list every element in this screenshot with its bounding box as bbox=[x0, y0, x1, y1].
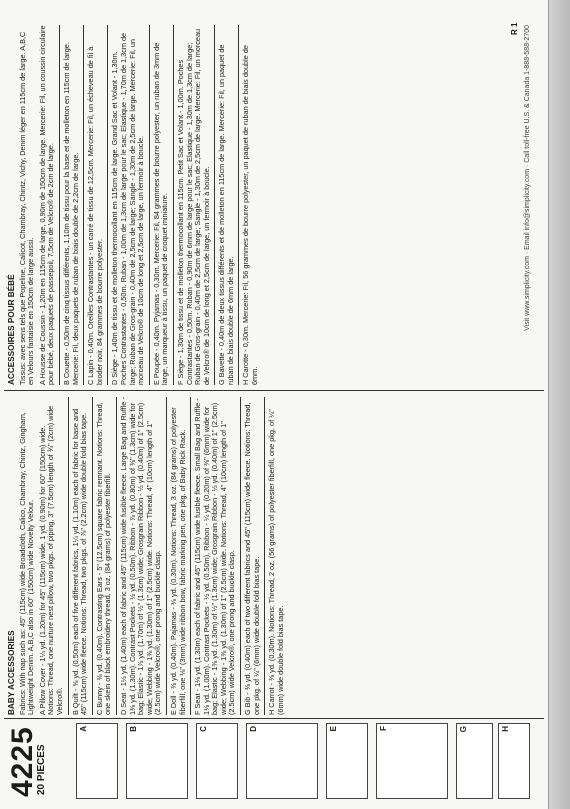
divider bbox=[59, 25, 60, 385]
english-view-f: F Seat - 1⅛ yd. (1.30m) each of fabric and 45" (115cm) wide fusible fleece. Small Bag and Ruffle - 1⅛ yd. (1.00m). Contrast Pockets - ½ yd. (0.50m). Ribbon - ¼ yd. (0.20m) of ⅜" (6mm) wide for bag; Elastic - 1⅜ yd. (1.30m) of ½" (1.3cm) wide; Grosgrain Ribbon - ½ yd. (0.40m) of 1" (2.5cm) wide; Webbing - 1⅜ yd. (1.30m) of 1" (2.5cm) wide. Notions: Thread, 4" (10cm) length of 1" (2.5cm) wide Velcro®, one prong and buckle clasp. bbox=[193, 398, 237, 715]
divider bbox=[149, 25, 150, 385]
divider bbox=[264, 397, 265, 715]
sketch-label-b: B bbox=[129, 726, 138, 732]
divider bbox=[240, 397, 241, 715]
english-view-g: G Bib - ⅜ yd. (0.40m) each of two different fabrics and 45" (115cm) wide fleece. Notions: Thread, one pkg. of ¼" (6mm) wide double fold bias tape. bbox=[243, 402, 261, 715]
sketch-label-e: E bbox=[329, 726, 338, 732]
sketch-view-g bbox=[456, 723, 493, 799]
french-column bbox=[8, 25, 263, 385]
divider bbox=[107, 25, 108, 385]
sketch-label-c: C bbox=[199, 726, 208, 732]
french-view-d: D Siège - 1,40m de tissu et de molleton thermocollant en 115cm de large. Grand Sac et Volant - 1,30m. Poches Contrastantes - 0,50m. Ruban - 1,00m de 1,3cm de large pour le sac; Elastique - 1,70m de 1,3cm de large; Ruban de Gros-grain - 0,40m de 2,5cm de large; Sangle - 1,30m de 2,5cm de large. Mercerie: Fil, un morceau de Velcro® de 10cm de long et 2,5cm de large, un fermoir à boucle. bbox=[110, 32, 146, 385]
french-view-f: F Siège - 1,30m de tissu et de molleton thermocollant en 115cm. Petit Sac et Volant - 1,00m. Poches Contrastantes - 0,50m. Ruban - 0,90m de 6mm de large pour le sac; Elastique - 1,30m de 1,3cm de large; Ruban de Gros-grain - 0,40m de 2,5cm de large; Sangle - 1,30m de 2,5cm de large. Mercerie: Fil, un morceau de Velcro® de 10cm de long et 2,5cm de large, un fermoir à boucle. bbox=[175, 28, 211, 385]
english-view-c: C Bunny - ⅜ yd. (0.40m). Contrasting Ears - 5" (12.5cm) square fabric remnant. Notions: Thread, one skein of black embroidery thread, 3 oz. (84 grams) of polyester fiberfill. bbox=[94, 402, 113, 715]
sketch-view-d bbox=[246, 723, 318, 799]
scan-background bbox=[546, 0, 570, 809]
pieces-count: 20 PIECES bbox=[36, 744, 47, 795]
sketch-view-e bbox=[326, 723, 368, 799]
divider bbox=[214, 25, 215, 385]
divider bbox=[116, 397, 117, 715]
english-view-d: D Seat - 1½ yd. (1.40m) each of fabric and 45" (115cm) wide fusible fleece. Large Bag and Ruffle - 1⅜ yd. (1.30m). Contrast Pockets - ½ yd. (0.50m). Ribbon - ⅞ yd. (0.80m) of ⅜" (1.3cm) wide for bag; Elastic - 1⅞ yd. (1.70m) of ½" (1.3cm) wide; Grosgrain Ribbon - ½ yd. (0.40m) of 1" (2.5cm) wide; Webbing - 1⅜ yd. (1.30m) of 1" (2.5cm) wide. Notions: Thread, 4" (10cm) length of 1" (2.5cm) wide Velcro®, one prong and buckle clasp. bbox=[118, 397, 163, 715]
divider bbox=[190, 397, 191, 715]
french-view-h: H Carotte - 0,30m. Mercerie: Fil, 56 grammes de bourre polyester, un paquet de ruban de biais double de 6mm. bbox=[241, 45, 260, 385]
english-fabrics: Fabrics: With nap such as: 45" (115cm) wide Broadcloth, Calico, Chambray, Chintz, Gingham, Lightweight Denim. A,B,C also in 60" (150cm) wide Novelty Velour. bbox=[17, 412, 36, 715]
sketch-label-a: A bbox=[79, 726, 88, 732]
divider bbox=[238, 25, 239, 385]
sketch-label-h: H bbox=[501, 726, 510, 732]
french-view-a: A Housse de Coussin - 1,20m en 115cm de large, 0,90m de 150cm de large. Mercerie: Fil, un coussin circulaire pour bébé, deux paquets de passepoil, 7,5cm de Velcro® de 2cm de large. bbox=[37, 25, 56, 385]
sketch-view-b bbox=[126, 723, 188, 799]
english-view-h: H Carrot - ⅜ yd. (0.30m). Notions: Thread, 2 oz. (56 grams) of polyester fiberfill, one pkg. of ¼" (6mm) wide double fold bias tape. bbox=[267, 409, 285, 715]
contact-footer: Visit www.simplicity.com · Email info@simplicity.com · Call toll-free U.S. & Canada 1-888-588-2700 bbox=[524, 25, 531, 331]
column-divider-left bbox=[4, 718, 544, 719]
pattern-number: 4225 bbox=[6, 726, 39, 797]
french-tissus: Tissus: avec sens tels que Popeline, Calicot, Chambray, Chintz, Vichy, Denim léger en 115cm de large. A,B,C en Velours fantaisie en 150cm de large aussi. bbox=[17, 31, 36, 385]
divider bbox=[173, 25, 174, 385]
english-view-e: E Doll - ⅜ yd. (0.40m). Pajamas - ⅜ yd. (0.30m). Notions: Thread, 3 oz. (84 grams) of polyester fiberfill, one ⅛" (3mm) wide ribbon bow, fabric marking pen, one pkg. of Baby Rick Rack. bbox=[168, 407, 187, 715]
sketch-view-h bbox=[498, 723, 530, 799]
divider bbox=[83, 25, 84, 385]
sketch-label-d: D bbox=[249, 726, 258, 732]
french-view-c: C Lapin - 0,40m. Oreilles Contrastantes - un carré de tissu de 12,5cm. Mercerie: Fil, un écheveau de fil à broder noir, 84 grammes de bourre polyester. bbox=[86, 46, 104, 385]
view-sketches bbox=[56, 719, 536, 805]
revision-mark: R 1 bbox=[510, 22, 519, 35]
english-column bbox=[8, 397, 288, 715]
english-view-a: A Pillow Cover - 1¼ yd. (1.20m) for 45" (115cm) wide, 1 yd. (0.90m) for 60" (150cm) wide. Notions: Thread, one nurture nest pillow, two pkgs. of piping, 3" (7.5cm) length of ¾" (2cm) wide Velcro®. bbox=[37, 405, 64, 715]
divider bbox=[68, 397, 69, 715]
english-view-b: B Quilt - ⅝ yd. (0.50m) each of five different fabrics, 1¼ yd. (1.10m) each of fabric for base and 45" (115cm) wide fleece. Notions: Thread, two pkgs. of ⅞" (2.2cm) wide double fold bias tape. bbox=[70, 408, 89, 715]
french-view-e: E Poupée - 0,40m. Pyjamas - 0,30m. Mercerie: Fil, 84 grammes de bourre polyester, un ruban de 3mm de large, un marqueur à tissu, un paquet de croquet miniature. bbox=[151, 42, 170, 385]
rotated-content bbox=[4, 5, 544, 805]
sketch-view-f bbox=[376, 723, 448, 799]
english-title: BABY ACCESSORIES bbox=[7, 630, 16, 715]
french-title: ACCESSOIRES POUR BÉBÉ bbox=[7, 274, 16, 385]
divider bbox=[166, 397, 167, 715]
french-view-g: G Bavette - 0,40m de deux tissus différents et de molleton en 115cm de large. Mercerie: Fil, un paquet de ruban de biais double de 6mm de large. bbox=[217, 44, 235, 385]
french-view-b: B Couette - 0,50m de cinq tissus différents, 1,10m de tissu pour la base et de molleton en 115cm de large. Mercerie: Fil, deux paquets de ruban de biais double de 2,2cm de large. bbox=[61, 42, 80, 385]
sketch-view-a bbox=[76, 723, 118, 799]
divider bbox=[92, 397, 93, 715]
column-divider-middle bbox=[4, 390, 544, 391]
sketch-label-g: G bbox=[459, 726, 468, 733]
sketch-label-f: F bbox=[379, 726, 388, 731]
sketch-view-c bbox=[196, 723, 238, 799]
